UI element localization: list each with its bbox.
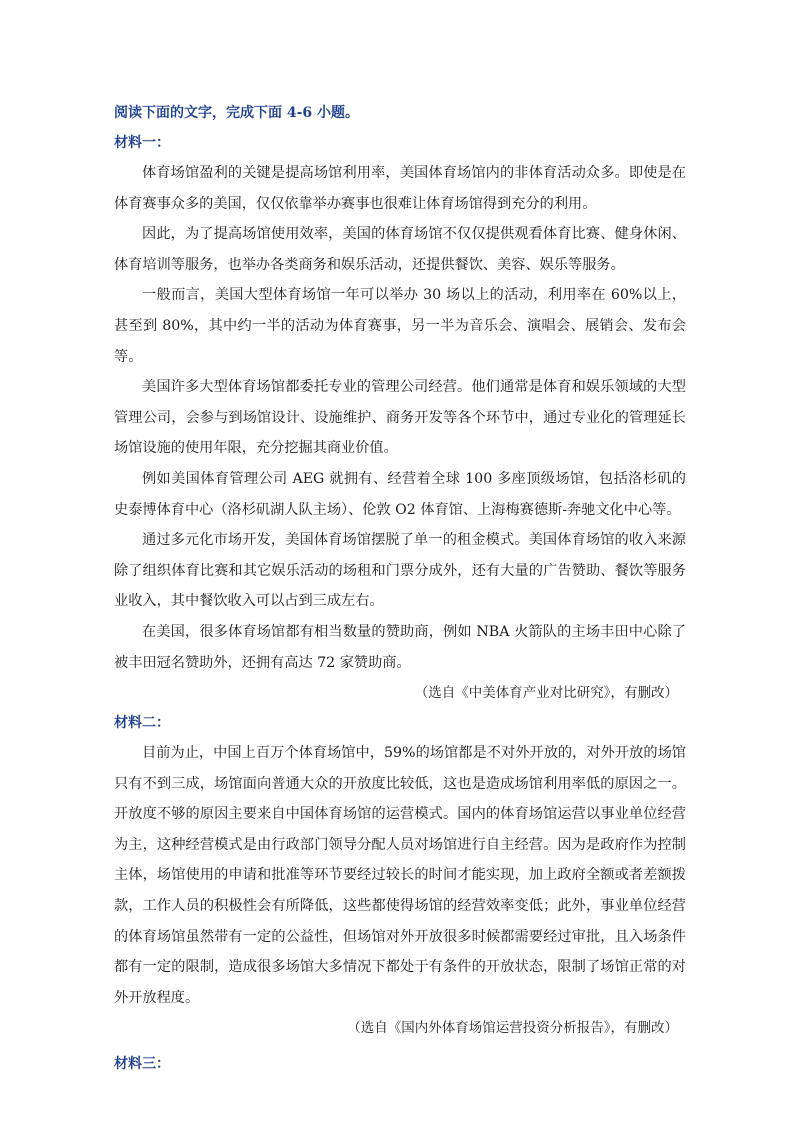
source-citation: （选自《国内外体育场馆运营投资分析报告》，有删改） [347,1020,678,1037]
paragraph: 在美国，很多体育场馆都有相当数量的赞助商，例如 NBA 火箭队的主场丰田中心除了被丰田冠名赞助外，还拥有高达 72 家赞助商。 [114,623,686,671]
material-label: 材料三： [114,1056,170,1073]
material-one [114,128,686,708]
document-page [114,98,686,1079]
material-label: 材料一： [114,135,170,151]
material-two [114,708,686,1043]
paragraph: 美国许多大型体育场馆都委托专业的管理公司经营。他们通常是体育和娱乐领域的大型管理公司，会参与到场馆设计、设施维护、商务开发等各个环节中，通过专业化的管理延长场馆设施的使用年限，充分挖掘其商业价值。 [114,379,686,457]
paragraph: 目前为止，中国上百万个体育场馆中，59%的场馆都是不对外开放的，对外开放的场馆只有不到三成，场馆面向普通大众的开放度比较低，这也是造成场馆利用率低的原因之一。开放度不够的原因主要来自中国体育场馆的运营模式。国内的体育场馆运营以事业单位经营为主，这种经营模式是由行政部门领导分配人员对场馆进行自主经营。因为是政府作为控制主体，场馆使用的申请和批准等环节要经过较长的时间才能实现，加上政府全额或者差额拨款，工作人员的积极性会有所降低，这些都使得场馆的经营效率变低；此外，事业单位经营的体育场馆虽然带有一定的公益性，但场馆对外开放很多时候都需要经过审批，且入场条件都有一定的限制，造成很多场馆大多情况下都处于有条件的开放状态，限制了场馆正常的对外开放程度。 [114,745,686,1006]
paragraph: 因此，为了提高场馆使用效率，美国的体育场馆不仅仅提供观看体育比赛、健身休闲、体育培训等服务，也举办各类商务和娱乐活动，还提供餐饮、美容、娱乐等服务。 [114,226,686,273]
material-label: 材料二： [114,715,170,732]
reading-instruction: 阅读下面的文字，完成下面 4-6 小题。 [114,105,360,121]
source-citation: （选自《中美体育产业对比研究》，有删改） [414,685,678,702]
paragraph: 体育场馆盈利的关键是提高场馆利用率，美国体育场馆内的非体育活动众多。即使是在体育赛事众多的美国，仅仅依靠举办赛事也很难让体育场馆得到充分的利用。 [114,165,686,212]
material-three [114,1049,686,1079]
paragraph: 通过多元化市场开发，美国体育场馆摆脱了单一的租金模式。美国体育场馆的收入来源除了组织体育比赛和其它娱乐活动的场租和门票分成外，还有大量的广告赞助、餐饮等服务业收入，其中餐饮收入可以占到三成左右。 [114,532,686,610]
paragraph: 一般而言，美国大型体育场馆一年可以举办 30 场以上的活动，利用率在 60%以上，甚至到 80%，其中约一半的活动为体育赛事，另一半为音乐会、演唱会、展销会、发布会等。 [114,287,686,365]
paragraph: 例如美国体育管理公司 AEG 就拥有、经营着全球 100 多座顶级场馆，包括洛杉矶的史泰博体育中心（洛杉矶湖人队主场）、伦敦 O2 体育馆、上海梅赛德斯-奔驰文化中心等。 [114,470,686,518]
